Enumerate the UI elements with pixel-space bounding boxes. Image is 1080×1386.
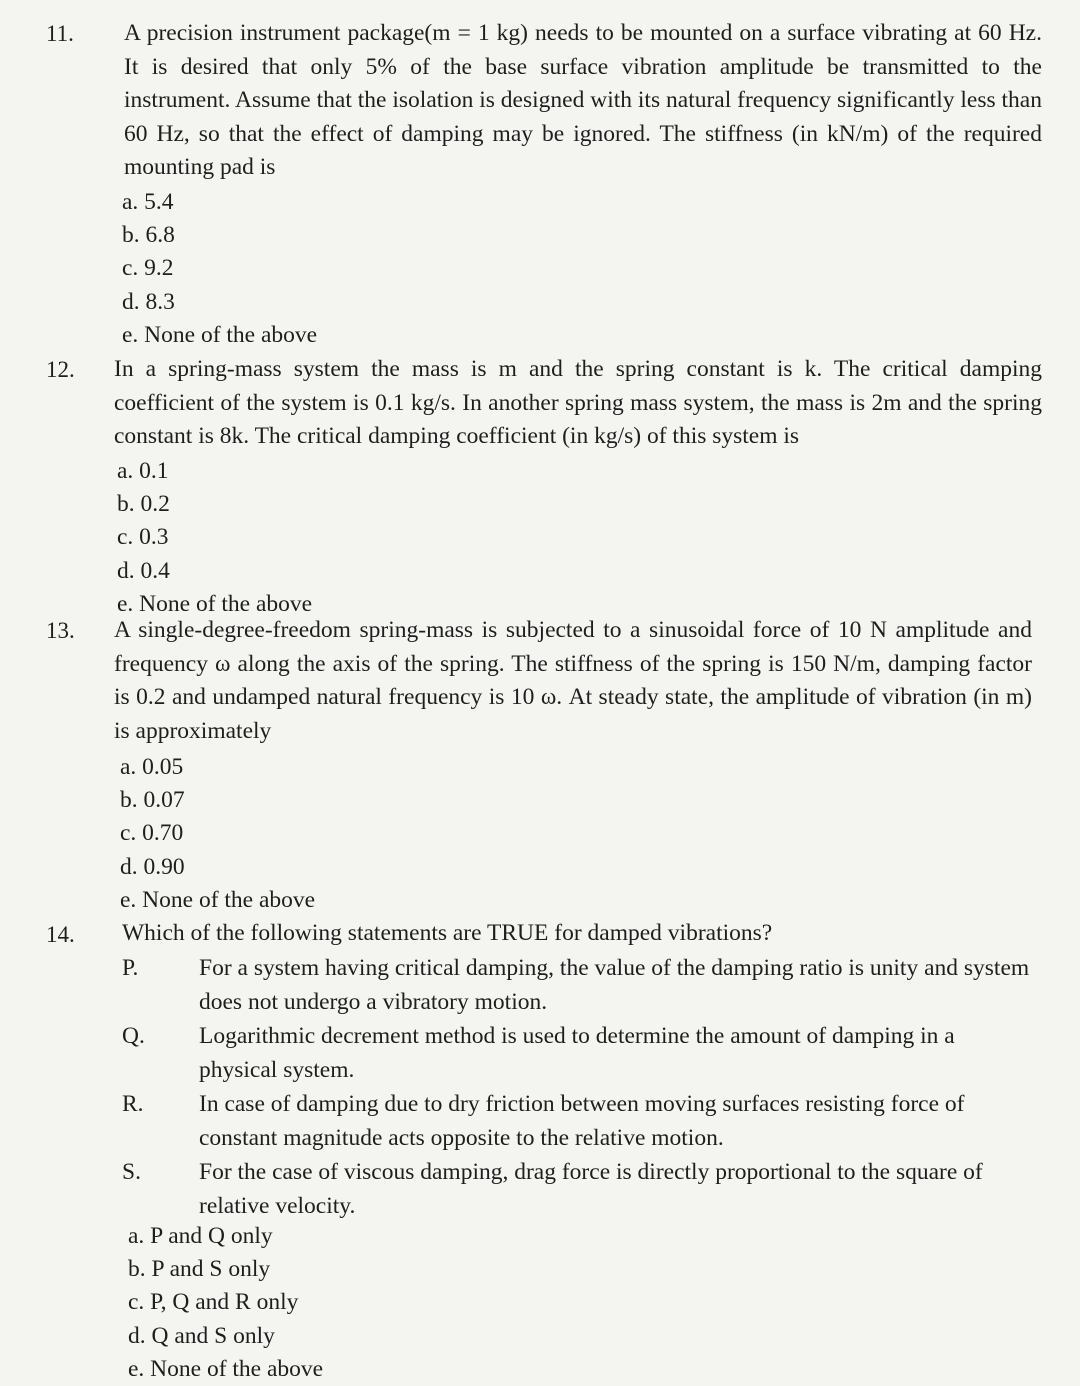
- option-b[interactable]: b. 0.2: [117, 491, 170, 518]
- question-text: Which of the following statements are TRUE for damped vibrations?: [122, 920, 773, 946]
- option-c[interactable]: c. 0.3: [117, 524, 169, 551]
- question-text: In a spring-mass system the mass is m and the spring constant is k. The critical damping coefficient of the system is 0.1 kg/s. In another spring mass system, the mass is 2m and the spring constant is 8k. The critical damping coefficient (in kg/s) of this system is: [114, 356, 1042, 450]
- option-list: [128, 1220, 323, 1386]
- option-c[interactable]: c. P, Q and R only: [128, 1289, 299, 1316]
- question-number: 14.: [46, 922, 75, 947]
- option-b[interactable]: b. 0.07: [120, 787, 185, 814]
- option-b[interactable]: b. 6.8: [122, 222, 175, 249]
- statement-label: S.: [122, 1159, 141, 1185]
- statement-text: For a system having critical damping, the value of the damping ratio is unity and system does not undergo a vibratory motion.: [199, 955, 1030, 1015]
- statement-text: In case of damping due to dry friction between moving surfaces resisting force of constant magnitude acts opposite to the relative motion.: [199, 1091, 965, 1151]
- statement-label: P.: [122, 955, 139, 981]
- option-a[interactable]: a. P and Q only: [128, 1223, 273, 1249]
- statement-text: Logarithmic decrement method is used to determine the amount of damping in a physical system.: [199, 1023, 955, 1083]
- option-b[interactable]: b. P and S only: [128, 1256, 271, 1283]
- question-number: 11.: [46, 21, 74, 46]
- option-d[interactable]: d. Q and S only: [128, 1322, 275, 1349]
- question-text: A precision instrument package(m = 1 kg) needs to be mounted on a surface vibrating at 60 Hz. It is desired that only 5% of the base surface vibration amplitude be transmitted to the instrument. Assume that the isolation is designed with its natural frequency significantly less than 60 Hz, so that the effect of damping may be ignored. The stiffness (in kN/m) of the required mounting pad is: [124, 20, 1042, 181]
- statement-q: [122, 1019, 1034, 1087]
- option-list: [122, 186, 317, 352]
- option-c[interactable]: c. 9.2: [122, 255, 174, 282]
- statement-p: [122, 951, 1034, 1019]
- option-c[interactable]: c. 0.70: [120, 820, 184, 847]
- question-number: 12.: [46, 357, 75, 382]
- option-e[interactable]: e. None of the above: [122, 321, 318, 348]
- statement-label: R.: [122, 1091, 144, 1117]
- option-d[interactable]: d. 8.3: [122, 288, 175, 315]
- option-e[interactable]: e. None of the above: [120, 886, 316, 913]
- option-list: [117, 455, 312, 621]
- statement-list: [122, 951, 1034, 1223]
- statement-text: For the case of viscous damping, drag force is directly proportional to the square of relative velocity.: [199, 1159, 983, 1219]
- option-a[interactable]: a. 0.1: [117, 458, 169, 484]
- option-list: [120, 751, 315, 917]
- question-number: 13.: [46, 618, 75, 643]
- statement-r: [122, 1087, 1034, 1155]
- statement-s: [122, 1155, 1034, 1223]
- option-e[interactable]: e. None of the above: [128, 1355, 324, 1382]
- option-d[interactable]: d. 0.90: [120, 853, 185, 880]
- option-d[interactable]: d. 0.4: [117, 557, 170, 584]
- option-a[interactable]: a. 5.4: [122, 189, 174, 215]
- option-a[interactable]: a. 0.05: [120, 754, 184, 780]
- option-e[interactable]: e. None of the above: [117, 590, 313, 617]
- statement-label: Q.: [122, 1023, 145, 1049]
- question-text: A single-degree-freedom spring-mass is subjected to a sinusoidal force of 10 N amplitude and frequency ω along the axis of the spring. The stiffness of the spring is 150 N/m, damping factor is 0.2 and undamped natural frequency is 10 ω. At steady state, the amplitude of vibration (in m) is approximately: [114, 617, 1032, 744]
